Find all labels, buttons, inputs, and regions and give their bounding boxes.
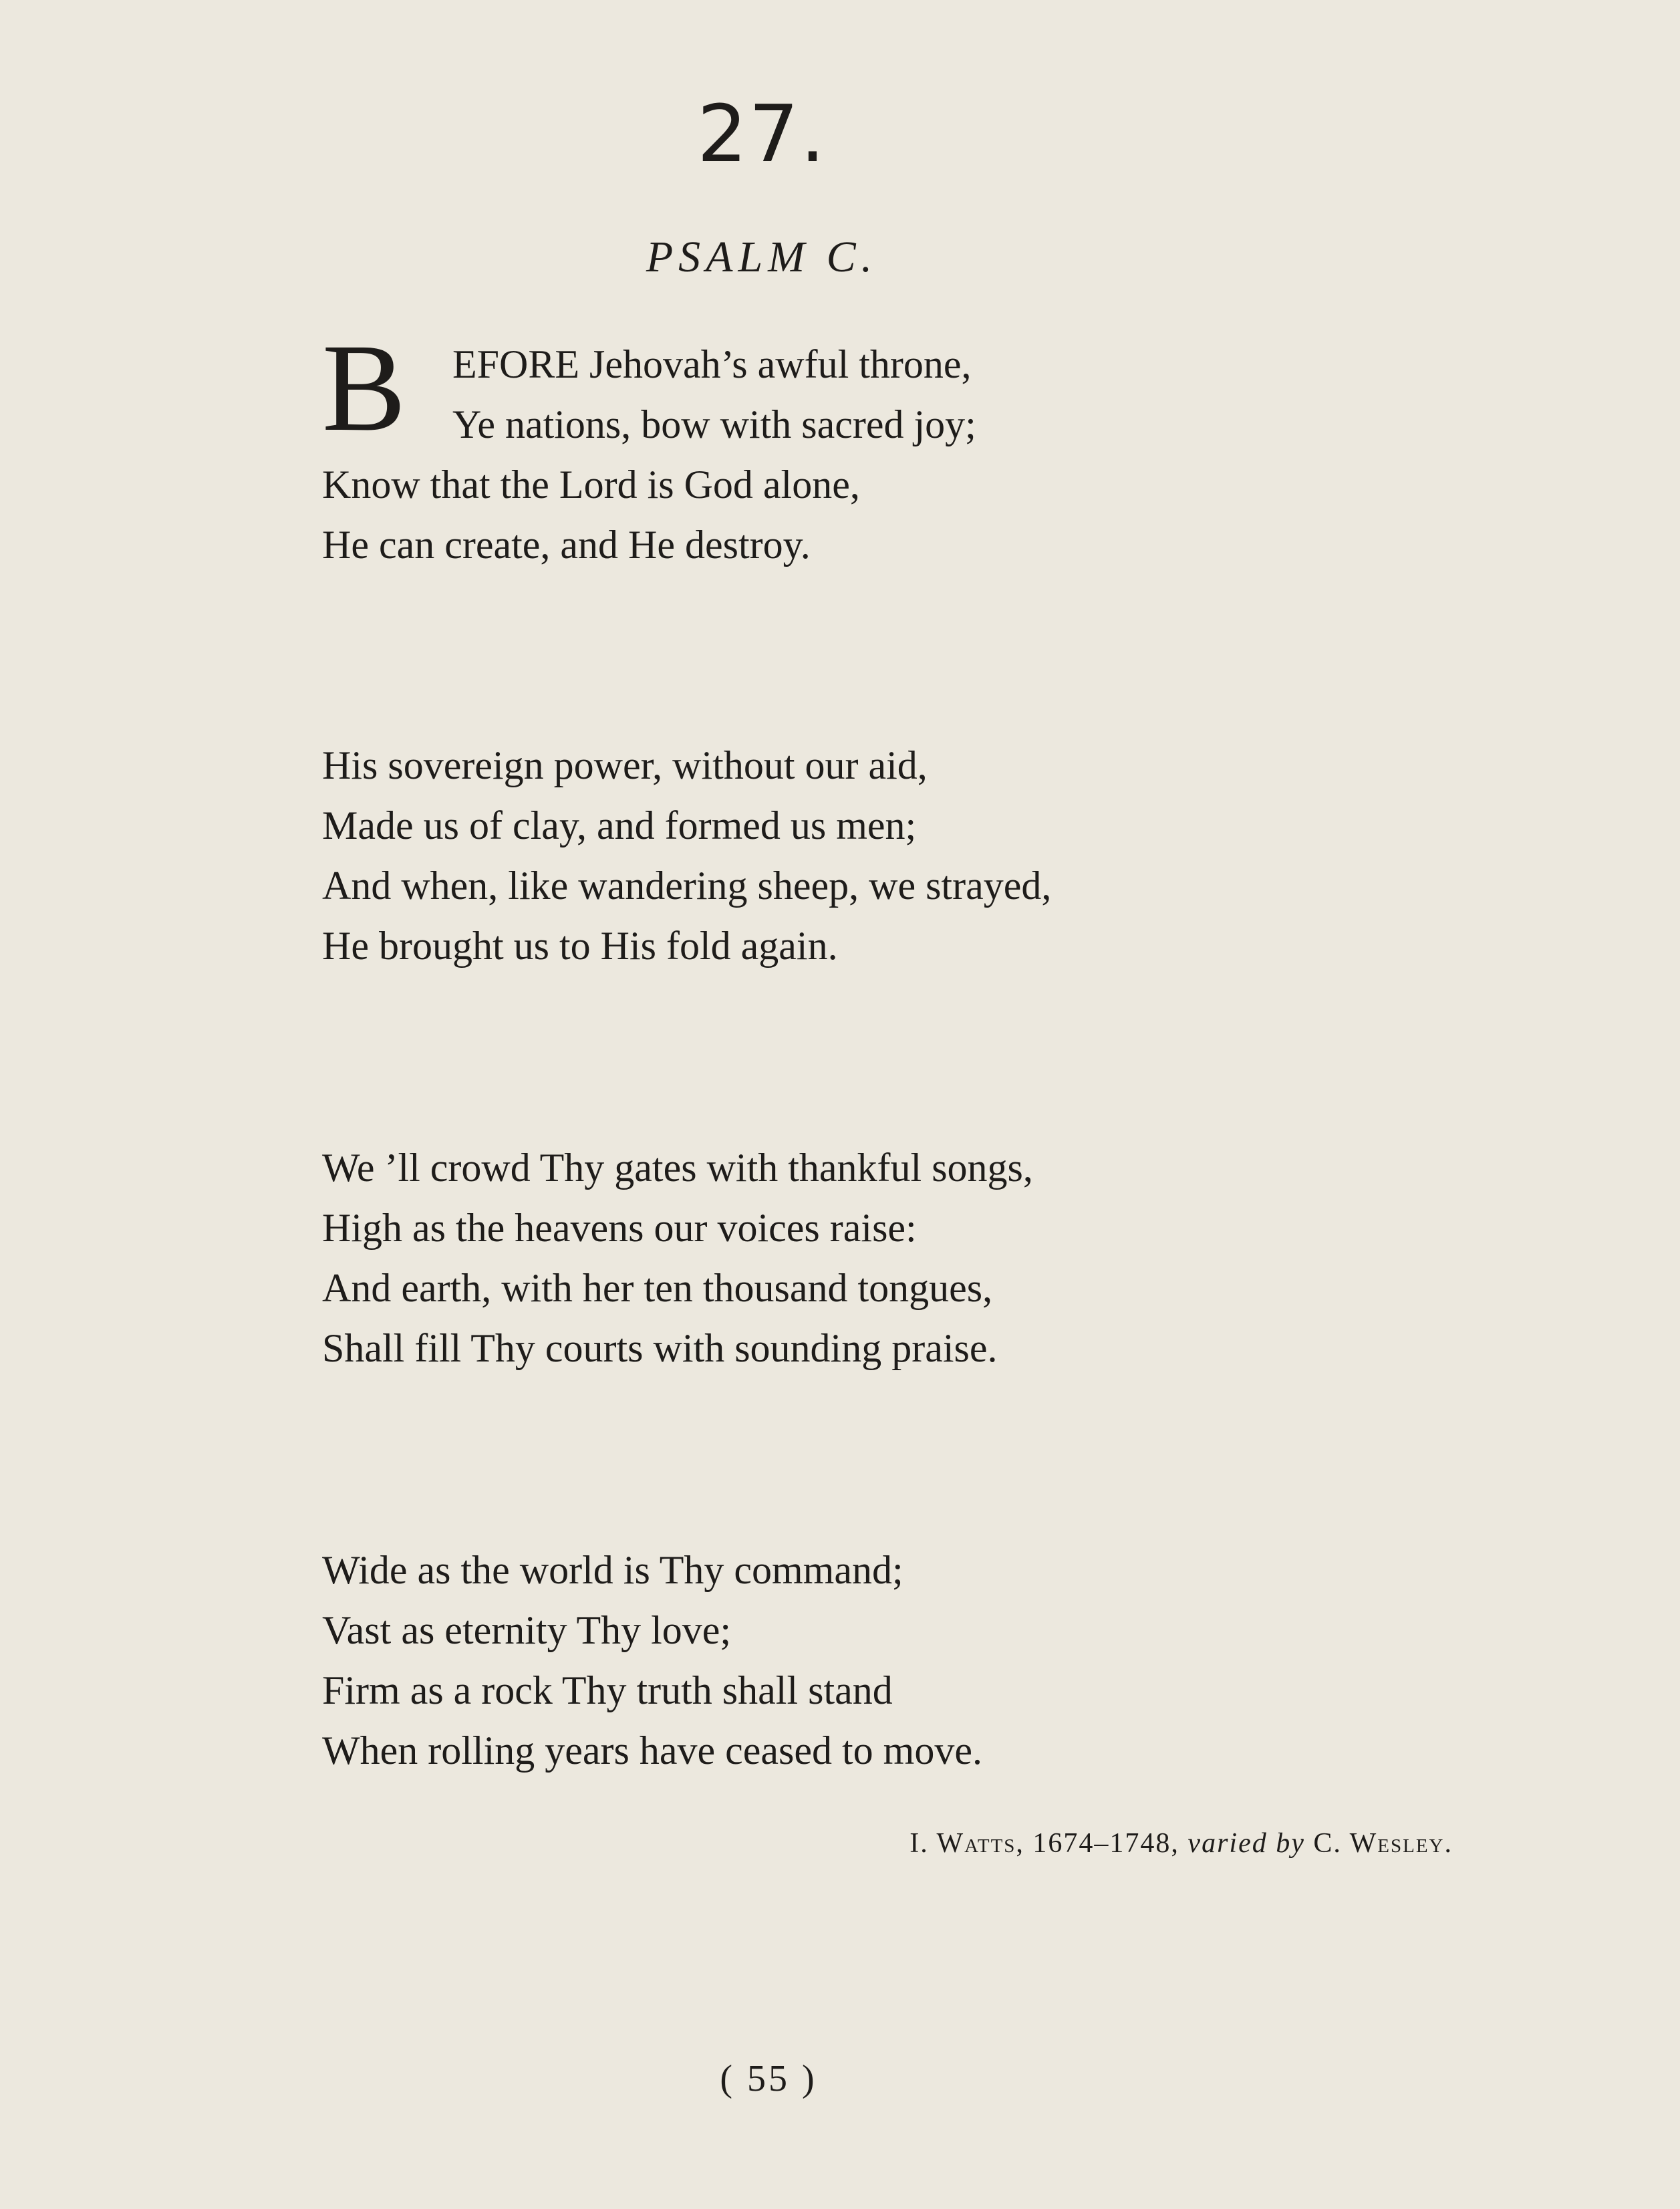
stanza-4: [322, 1540, 1592, 1781]
psalm-title: PSALM C.: [646, 233, 878, 281]
stanza-3: [322, 1138, 1592, 1378]
stanza-2-line-3: And when, like wandering sheep, we strayed,: [322, 864, 1052, 908]
stanza-4-line-1: Wide as the world is Thy command;: [322, 1548, 903, 1592]
attribution-author: I. Watts: [909, 1828, 1016, 1859]
stanza-2-line-4: He brought us to His fold again.: [322, 924, 838, 968]
stanza-3-line-2: High as the heavens our voices raise:: [322, 1206, 917, 1250]
drop-cap-letter: B: [322, 317, 406, 457]
hymn-number: 27.: [697, 88, 827, 180]
stanza-1: [322, 394, 1592, 575]
stanza-1-line-2: Ye nations, bow with sacred joy;: [452, 402, 976, 446]
stanza-2-line-1: His sovereign power, without our aid,: [322, 743, 928, 787]
stanza-2-line-2: Made us of clay, and formed us men;: [322, 803, 917, 848]
stanza-1-line-3: Know that the Lord is God alone,: [322, 463, 860, 507]
stanza-1-line-4: He can create, and He destroy.: [322, 523, 811, 567]
stanza-3-line-3: And earth, with her ten thousand tongues,: [322, 1266, 993, 1310]
attribution-reviser: C. Wesley.: [1304, 1828, 1453, 1859]
attribution-dates: , 1674–1748,: [1016, 1828, 1188, 1859]
stanza-3-line-4: Shall fill Thy courts with sounding praise.: [322, 1326, 998, 1370]
page-number: ( 55 ): [720, 2058, 817, 2099]
stanza-3-line-1: We ’ll crowd Thy gates with thankful songs,: [322, 1146, 1033, 1190]
attribution-varied-by: varied by: [1187, 1828, 1305, 1859]
stanza-1-line-1: EFORE Jehovah’s awful throne,: [452, 342, 972, 386]
stanza-2: [322, 735, 1592, 976]
stanza-4-line-3: Firm as a rock Thy truth shall stand: [322, 1668, 893, 1712]
stanza-4-line-4: When rolling years have ceased to move.: [322, 1728, 982, 1773]
stanza-4-line-2: Vast as eternity Thy love;: [322, 1608, 732, 1652]
attribution: [909, 1823, 1453, 1863]
